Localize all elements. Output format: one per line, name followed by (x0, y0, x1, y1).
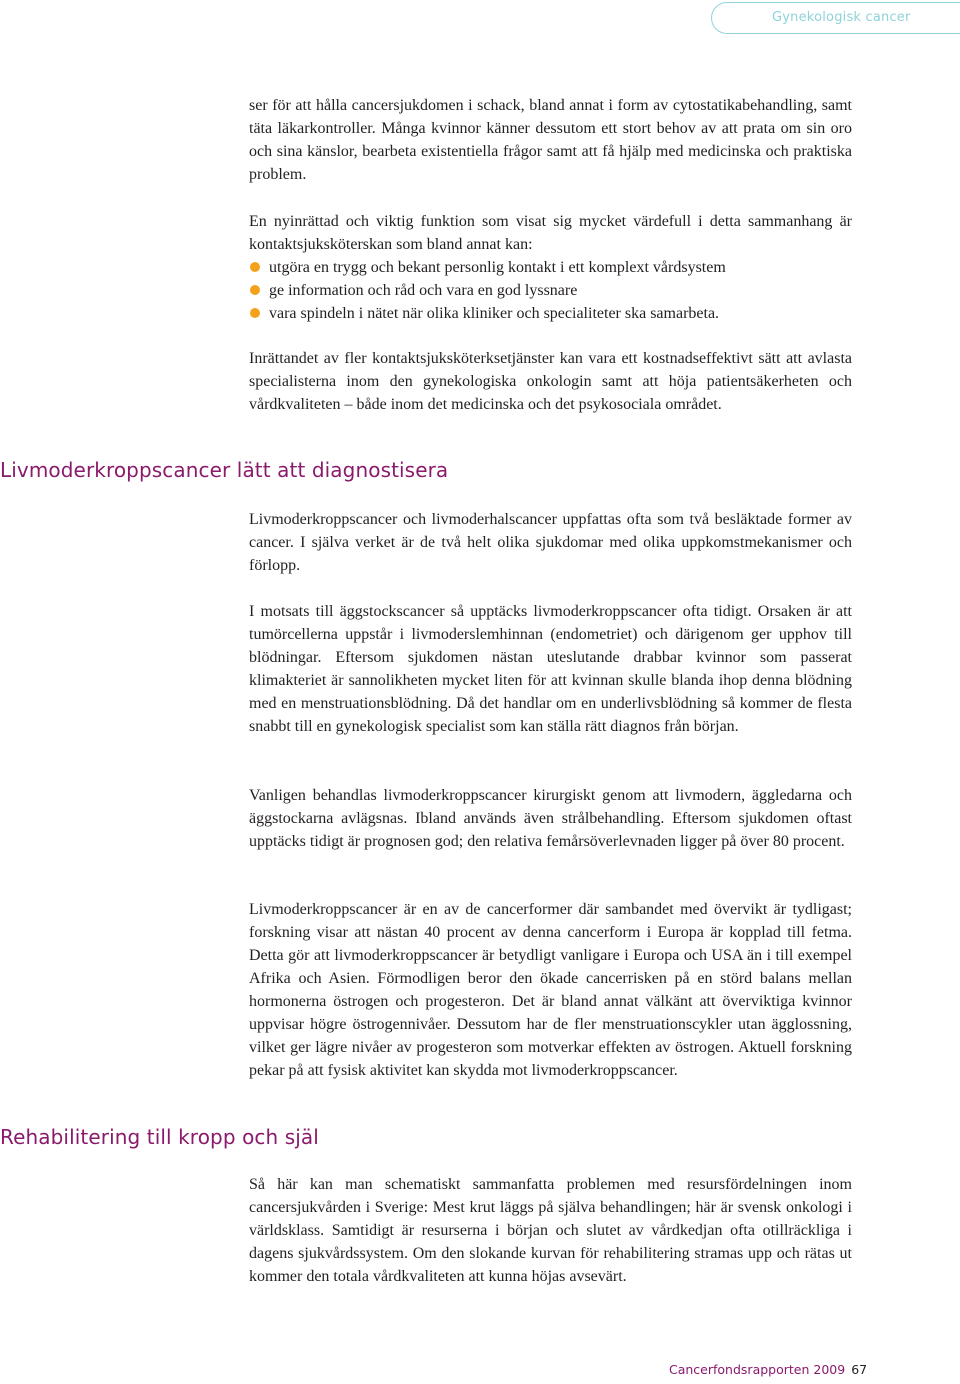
paragraph-8: Så här kan man schematiskt sammanfatta problemen med resursfördelningen inom cancersjukvården i Sverige: Mest krut läggs på själva behandlingen; här är svensk onkologi i världsklass. Samtidigt är resurserna i början och slutet av vårdkedjan ofta otillräckliga i dagens sjukvårdssystem. Om den slokande kurvan för rehabilitering stramas upp och rätas ut kommer den totala vårdkvaliteten att kunna höjas avsevärt. (249, 1176, 852, 1285)
bullet-dot-icon (250, 262, 260, 272)
paragraph-5: I motsats till äggstockscancer så upptäcks livmoderkroppscancer ofta tidigt. Orsaken är att tumörcellerna uppstår i livmoderslemhinnan (endometriet) och därigenom ger upphov till blödningar. Eftersom sjukdomen nästan uteslutande drabbar kvinnor som passerat klimakteriet är sannolikheten mycket liten för att kvinnan skulle blanda ihop denna blödning med en menstruationsblödning. Då det handlar om en underlivsblödning så kommer de flesta snabbt till en gynekologisk specialist som kan ställa rätt diagnos från början. (249, 603, 852, 735)
list-item: vara spindeln i nätet när olika kliniker och specialiteter ska samarbeta. (249, 302, 852, 325)
list-item: ge information och råd och vara en god lyssnare (249, 279, 852, 302)
heading-rehabilitation: Rehabilitering till kropp och själ (0, 1125, 319, 1149)
paragraph-4: Livmoderkroppscancer och livmoderhalscancer uppfattas ofta som två besläktade former av cancer. I själva verket är de två helt olika sjukdomar med olika uppkomstmekanismer och förlopp. (249, 511, 852, 574)
section-tab (711, 2, 960, 34)
paragraph-3: Inrättandet av fler kontaktsjuksköterksetjänster kan vara ett kostnadseffektivt sätt att avlasta specialisterna inom den gynekologiska onkologin samt att höja patientsäkerheten och vårdkvaliteten – både inom det medicinska och det psykosociala området. (249, 350, 852, 413)
list-item: utgöra en trygg och bekant personlig kontakt i ett komplext vårdsystem (249, 256, 852, 279)
paragraph-2 (249, 210, 852, 325)
section-title: Gynekologisk cancer (772, 10, 911, 25)
heading-diagnosis: Livmoderkroppscancer lätt att diagnostisera (0, 458, 449, 482)
page-number: 67 (851, 1362, 868, 1377)
page-footer (669, 1362, 867, 1377)
bullet-dot-icon (250, 285, 260, 295)
paragraph-1: ser för att hålla cancersjukdomen i schack, bland annat i form av cytostatikabehandling, samt täta läkarkontroller. Många kvinnor känner dessutom ett stort behov av att prata om sin oro och sina känslor, bearbeta existentiella frågor samt att få hjälp med medicinska och praktiska problem. (249, 97, 852, 183)
paragraph-2-intro: En nyinrättad och viktig funktion som visat sig mycket värdefull i detta sammanhang är kontaktsjuksköterskan som bland annat kan: (249, 213, 852, 253)
paragraph-6: Vanligen behandlas livmoderkroppscancer kirurgiskt genom att livmodern, äggledarna och äggstockarna avlägsnas. Ibland används även strålbehandling. Eftersom sjukdomen oftast upptäcks tidigt är prognosen god; den relativa femårsöverlevnaden ligger på över 80 procent. (249, 787, 852, 850)
bullet-dot-icon (250, 308, 260, 318)
paragraph-7: Livmoderkroppscancer är en av de cancerformer där sambandet med övervikt är tydligast; forskning visar att nästan 40 procent av denna cancerform i Europa är kopplad till fetma. Detta gör att livmoderkroppscancer är betydligt vanligare i Europa och USA än i till exempel Afrika och Asien. Förmodligen beror den ökade cancerrisken på en störd balans mellan hormonerna östrogen och progesteron. Det är bland annat välkänt att överviktiga kvinnor uppvisar högre östrogennivåer. Dessutom har de fler menstruationscykler utan ägglossning, vilket ger lägre nivåer av progesteron som motverkar effekten av östrogen. Aktuell forskning pekar på att fysisk aktivitet kan skydda mot livmoderkroppscancer. (249, 901, 852, 1079)
bullet-list (249, 256, 852, 325)
footer-publication: Cancerfondsrapporten 2009 (669, 1362, 846, 1377)
